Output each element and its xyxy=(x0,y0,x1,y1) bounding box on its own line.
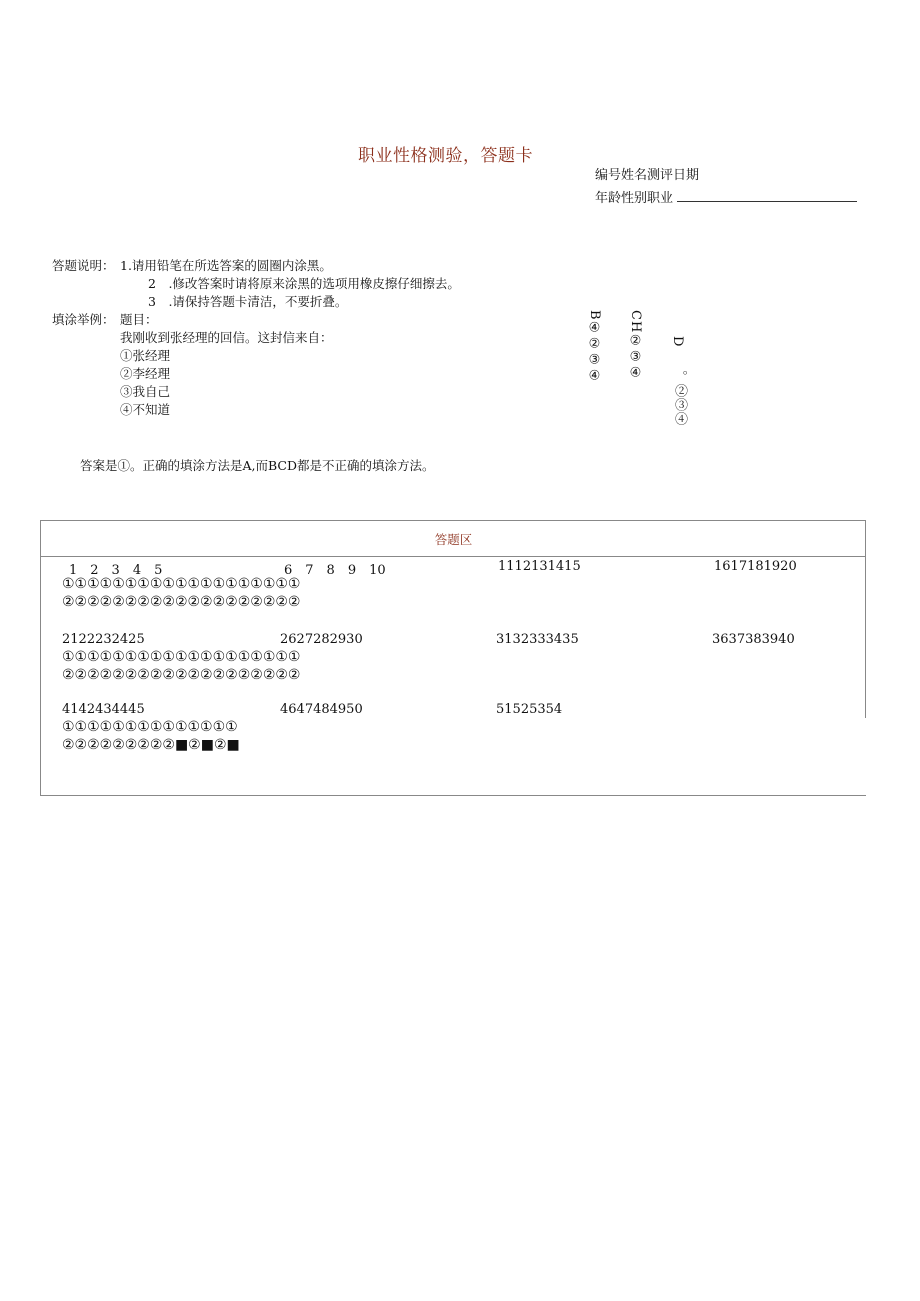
row2-nums-d: 3637383940 xyxy=(712,632,795,647)
row2-nums-b: 2627282930 xyxy=(280,632,363,647)
row1-nums-c: 1112131415 xyxy=(498,559,581,574)
row1-nums-d: 1617181920 xyxy=(714,559,797,574)
answer-note: 答案是①。正确的填涂方法是A,而BCD都是不正确的填涂方法。 xyxy=(80,458,435,473)
instruction-1: 1.请用铅笔在所选答案的圆圈内涂黑。 xyxy=(120,258,332,273)
row3-nums-b: 4647484950 xyxy=(280,702,363,717)
option-1: ①张经理 xyxy=(120,348,171,363)
example-label: 填涂举例： xyxy=(52,312,115,327)
meta-line-2-text: 年龄性别职业 xyxy=(595,191,674,206)
answer-area-header: 答题区 xyxy=(41,521,866,557)
question-text: 我刚收到张经理的回信。这封信来自： xyxy=(120,330,333,345)
fill-example-c: CH②③④ xyxy=(628,310,643,382)
meta-line-2 xyxy=(595,187,857,206)
row2-nums-c: 3132333435 xyxy=(496,632,579,647)
row1-bubbles-1[interactable]: ①①①①①①①①①①①①①①①①①①① xyxy=(62,576,301,592)
row2-nums-a: 2122232425 xyxy=(62,632,145,647)
instructions-label: 答题说明： xyxy=(52,258,115,273)
instruction-2: 2 .修改答案时请将原来涂黑的选项用橡皮擦仔细擦去。 xyxy=(148,276,460,291)
row1-nums-a: 1 2 3 4 5 xyxy=(69,563,163,578)
row2-bubbles-1[interactable]: ①①①①①①①①①①①①①①①①①①① xyxy=(62,649,301,665)
meta-fill-line[interactable] xyxy=(677,189,857,202)
option-4: ④不知道 xyxy=(120,402,171,417)
row3-nums-a: 4142434445 xyxy=(62,702,145,717)
fill-example-d-letter: D xyxy=(670,336,685,348)
fill-example-b: B④②③④ xyxy=(587,310,602,385)
option-2: ②李经理 xyxy=(120,366,171,381)
row1-nums-b: 6 7 8 9 10 xyxy=(284,563,386,578)
row3-bubbles-1[interactable]: ①①①①①①①①①①①①①① xyxy=(62,719,238,735)
page-title: 职业性格测验，答题卡 xyxy=(358,146,533,166)
row3-bubbles-2[interactable]: ②②②②②②②②②■②■②■ xyxy=(62,737,240,753)
row1-bubbles-2[interactable]: ②②②②②②②②②②②②②②②②②②② xyxy=(62,594,301,610)
row2-bubbles-2[interactable]: ②②②②②②②②②②②②②②②②②②② xyxy=(62,667,301,683)
question-label: 题目： xyxy=(120,312,158,327)
option-3: ③我自己 xyxy=(120,384,171,399)
instruction-3: 3 .请保持答题卡清洁，不要折叠。 xyxy=(148,294,348,309)
fill-example-d-marks: 。②③④ xyxy=(672,370,687,426)
row3-nums-c: 51525354 xyxy=(496,702,563,717)
answer-area-right-border xyxy=(865,520,866,718)
meta-line-1: 编号姓名测评日期 xyxy=(595,168,700,183)
